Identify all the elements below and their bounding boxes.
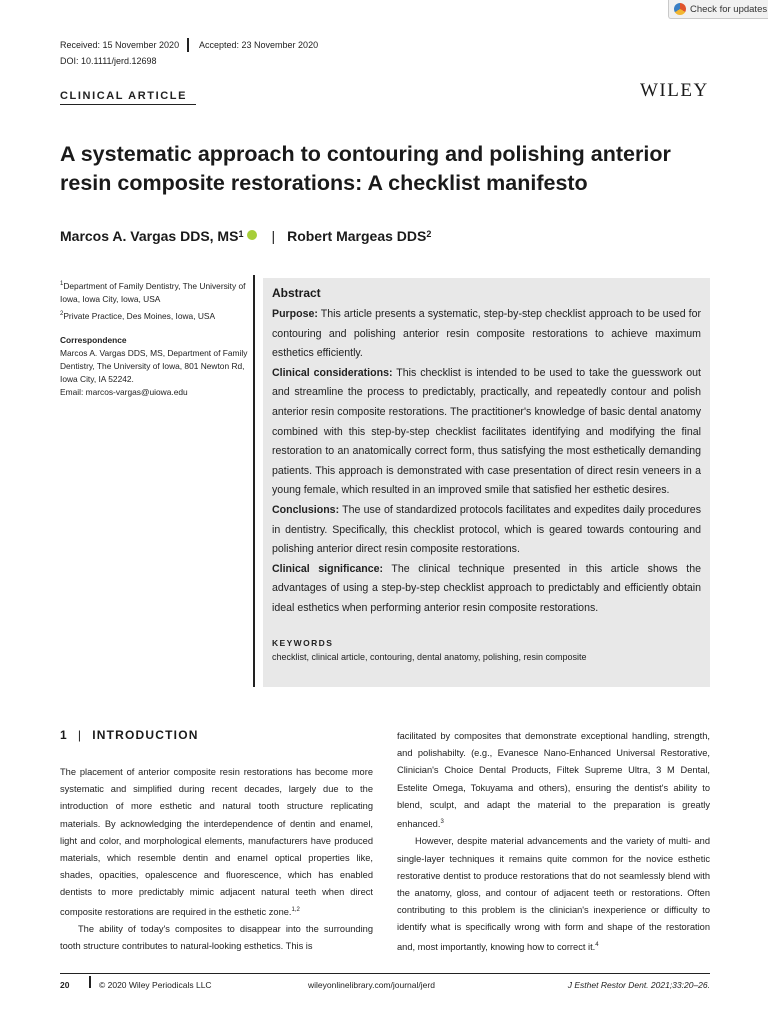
copyright: © 2020 Wiley Periodicals LLC — [99, 980, 212, 990]
abstract-body — [272, 305, 701, 619]
section-heading-introduction — [60, 728, 199, 742]
paragraph-text: The ability of today's composites to disappear into the surrounding tooth structure contributes to natural-looking esthetics. This is — [60, 923, 373, 952]
article-title: A systematic approach to contouring and polishing anterior resin composite restorations: A checklist manifesto — [60, 142, 671, 195]
citation-marker[interactable]: 1,2 — [291, 906, 300, 913]
body-column-left — [60, 764, 373, 955]
body-paragraph — [60, 921, 373, 955]
section-title: INTRODUCTION — [92, 728, 199, 742]
paragraph-text: The placement of anterior composite resin restorations has become more systematic and simplified during recent decades, largely due to the introduction of more esthetic and natural tooth structure replicating materials. By acknowledging the interdependence of dentin and enamel, light and color, and morphological elements, manufacturers have produced materials, which resemble dentin and enamel optical properties like, shades, opacities, opalescence and fluorescence, which has enabled dentists to more predictably mimic adjacent natural teeth when direct composite restorations are required in the esthetic zone. — [60, 767, 373, 917]
keywords-list: checklist, clinical article, contouring, dental anatomy, polishing, resin composite — [272, 651, 587, 662]
body-paragraph — [397, 833, 710, 956]
section-heading-separator: | — [77, 728, 83, 742]
received-date: Received: 15 November 2020 — [60, 40, 180, 50]
affiliation-text: Department of Family Dentistry, The University of Iowa, Iowa City, Iowa, USA — [60, 280, 246, 304]
paragraph-text: facilitated by composites that demonstrate exceptional handling, strength, and polishabilty. (e.g., Evanesce Nano-Enhanced Universal Restorative, Clinician's Choice Dental Products, Filtek Supreme Ultra, 3 M Dental, Estelite Omega, Tokuyama and others), ensuring the dentist's ability to blend, sculpt, and adapt the material to the preparation is greatly enhanced. — [397, 731, 710, 830]
author-affiliation-marker: 2 — [426, 229, 432, 239]
correspondence-email[interactable]: Email: marcos-vargas@uiowa.edu — [60, 387, 188, 397]
correspondence-text: Marcos A. Vargas DDS, MS, Department of Family Dentistry, The University of Iowa, 801 Newton Rd, Iowa City, IA 52242. — [60, 348, 248, 384]
orcid-icon[interactable] — [247, 230, 257, 240]
author-name[interactable]: Robert Margeas DDS — [287, 228, 427, 244]
abstract-section-label: Conclusions: — [272, 503, 340, 516]
footer-divider — [89, 976, 91, 988]
citation: J Esthet Restor Dent. 2021;33:20–26. — [567, 980, 710, 990]
abstract-section-text: This article presents a systematic, step-by-step checklist approach to be used for contouring and polishing anterior resin composite restorations to achieve maximum esthetics efficiently. — [272, 308, 701, 360]
abstract-section — [272, 305, 701, 364]
abstract-section — [272, 364, 701, 501]
affiliation-text: Private Practice, Des Moines, Iowa, USA — [63, 310, 216, 321]
accepted-date: Accepted: 23 November 2020 — [199, 40, 319, 50]
check-for-updates-button[interactable] — [668, 0, 768, 19]
correspondence — [60, 334, 250, 399]
affiliation — [60, 308, 250, 323]
correspondence-heading: Correspondence — [60, 335, 127, 345]
author-affiliation-marker: 1 — [238, 229, 244, 239]
author-separator: | — [271, 228, 276, 244]
abstract-section-text: The clinical technique presented in this article shows the advantages of using a step-by-step checklist approach to predictably and efficiently obtain ideal esthetics when performing anterior resin composite restorations. — [272, 562, 701, 614]
abstract-section — [272, 560, 701, 619]
paragraph-text: However, despite material advancements and the variety of multi- and single-layer techniques it remains quite common for the novice esthetic restorative dentist to produce restorations that do not seamlessly blend with the anatomy, gloss, and contour of adjacent teeth or restorations. Often contributing to this problem is the clinician's inexperience or difficulty to identify what is specifically wrong with form and shape of the restoration and, most importantly, knowing how to correct it. — [397, 836, 710, 952]
keywords-heading: KEYWORDS — [272, 637, 334, 648]
author-list — [60, 228, 431, 244]
abstract-section-label: Clinical considerations: — [272, 366, 393, 379]
body-column-right — [397, 728, 710, 956]
journal-url[interactable]: wileyonlinelibrary.com/journal/jerd — [308, 980, 435, 990]
meta-divider — [187, 38, 189, 52]
section-number: 1 — [60, 728, 68, 742]
abstract-section — [272, 501, 701, 560]
abstract-box — [263, 278, 710, 687]
doi[interactable]: DOI: 10.1111/jerd.12698 — [60, 56, 157, 66]
affiliation-marker: 1 — [60, 281, 64, 287]
publisher-logo: WILEY — [640, 80, 709, 101]
abstract-section-text: The use of standardized protocols facilitates and expedites daily procedures in dentistry. Specifically, this checklist protocol, which is geared towards contouring and polishing anterior direct resin composite restorations. — [272, 503, 701, 556]
citation-marker[interactable]: 3 — [440, 819, 444, 826]
abstract-section-label: Purpose: — [272, 308, 318, 320]
article-type-label: CLINICAL ARTICLE — [60, 90, 188, 102]
check-for-updates-label: Check for updates — [690, 3, 768, 15]
body-paragraph — [60, 764, 373, 921]
abstract-section-text: This checklist is intended to be used to take the guesswork out and streamline the process to predictably, practically, and repeatedly contour and polish anterior resin composite restorations. The practitioner's knowledge of basic dental anatomy combined with this step-by-step checklist facilitates identifying and modifying the final restoration to an anatomically correct form, thus satisfying the most esthetically demanding patients. This approach is demonstrated with case presentation of direct resin veneers in a young female, which resulted in an improved smile that satisfied her esthetic desires. — [272, 366, 701, 497]
column-divider — [253, 275, 255, 687]
author-name[interactable]: Marcos A. Vargas DDS, MS — [60, 228, 239, 244]
citation-marker[interactable]: 4 — [595, 941, 599, 948]
affiliation-marker: 2 — [60, 311, 64, 317]
footer-rule — [60, 973, 710, 974]
page-number: 20 — [60, 980, 70, 990]
article-type-underline — [60, 104, 196, 105]
crossmark-icon — [674, 3, 686, 15]
body-paragraph — [397, 728, 710, 833]
abstract-heading: Abstract — [272, 286, 321, 300]
abstract-section-label: Clinical significance: — [272, 562, 384, 575]
affiliation — [60, 278, 250, 306]
